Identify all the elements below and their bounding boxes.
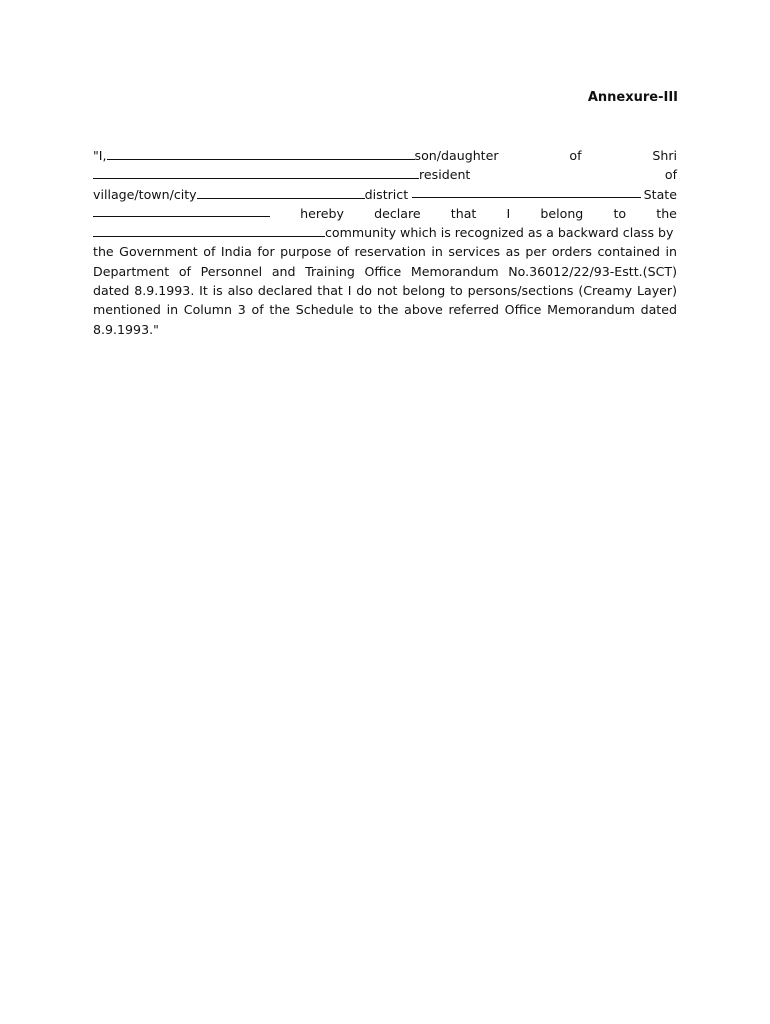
word-that: that [450,205,477,221]
word-belong: belong [540,205,584,221]
of-label-2: of [664,167,677,183]
district-label: district [364,186,409,202]
open-quote-i: "I, [93,148,107,163]
resident-label: resident [419,167,471,183]
line-4 [93,204,677,223]
word-to: to [613,205,627,221]
annexure-heading: Annexure-III [587,90,678,105]
community-blank[interactable] [93,224,325,237]
word-i: I [506,205,511,221]
declaration-text [93,146,677,339]
word-hereby: hereby [300,205,344,221]
word-declare: declare [374,205,421,221]
name-blank[interactable] [107,147,415,160]
shri-label: Shri [652,148,677,163]
village-label: village/town/city [93,186,197,202]
state-blank[interactable] [93,204,270,217]
father-name-blank[interactable] [93,166,419,179]
state-label: State [643,186,677,202]
district-blank[interactable] [412,185,640,198]
village-blank[interactable] [197,186,365,199]
line-1 [93,146,677,165]
of-label: of [569,148,582,163]
line-3 [93,185,677,204]
son-daughter-label: son/daughter [414,148,499,163]
line-2 [93,165,677,184]
community-text: community which is recognized as a backward class by [325,225,674,241]
declaration-paragraph: the Government of India for purpose of reservation in services as per orders contained in Department of Personnel and Training Office Memorandum No.36012/22/93-Estt.(SCT) dated 8.9.1993. It is also declared that I do not belong to persons/sections (Creamy Layer) mentioned in Column 3 of the Schedule to the above referred Office Memorandum dated 8.9.1993." [93,244,677,337]
line-5 [93,223,677,242]
word-the: the [656,205,677,221]
